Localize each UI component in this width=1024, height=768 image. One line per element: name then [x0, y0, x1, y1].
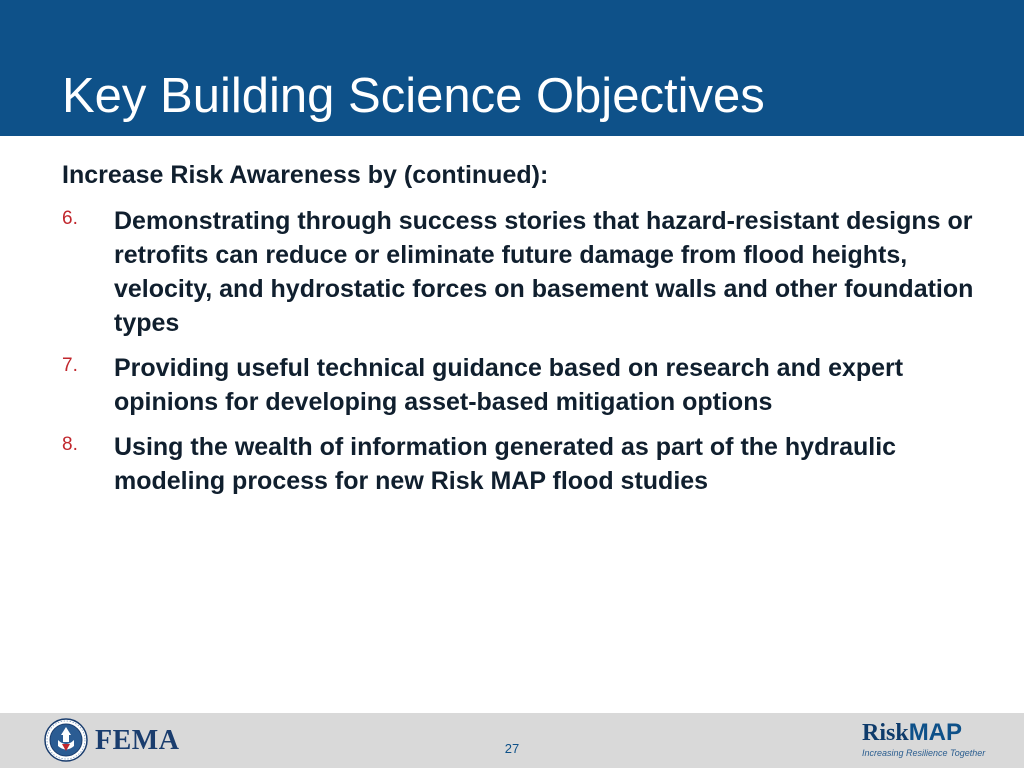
slide-content: [62, 158, 982, 509]
page-number: 27: [504, 741, 520, 756]
list-item: [62, 204, 982, 340]
slide-subtitle: Increase Risk Awareness by (continued):: [62, 161, 549, 189]
fema-logo-text: FEMA: [95, 725, 180, 756]
riskmap-tagline: Increasing Resilience Together: [862, 748, 986, 758]
item-text: Using the wealth of information generated as part of the hydraulic modeling process for new Risk MAP flood studies: [114, 433, 897, 495]
slide-footer: [0, 713, 1024, 768]
objectives-list: [62, 204, 982, 498]
title-bar: [0, 0, 1024, 136]
item-text: Providing useful technical guidance based on research and expert opinions for developing asset-based mitigation options: [114, 354, 904, 416]
item-number: 6.: [62, 208, 78, 229]
item-text: Demonstrating through success stories that hazard-resistant designs or retrofits can reduce or eliminate future damage from flood heights, velocity, and hydrostatic forces on basement walls and other foundation types: [114, 207, 974, 337]
riskmap-risk-text: Risk: [862, 720, 909, 746]
riskmap-map-text: MAP: [908, 719, 963, 746]
slide-title: Key Building Science Objectives: [62, 69, 765, 123]
list-item: [62, 430, 982, 498]
item-number: 8.: [62, 434, 78, 455]
riskmap-logo: [862, 719, 992, 758]
item-number: 7.: [62, 355, 78, 376]
list-item: [62, 351, 982, 419]
